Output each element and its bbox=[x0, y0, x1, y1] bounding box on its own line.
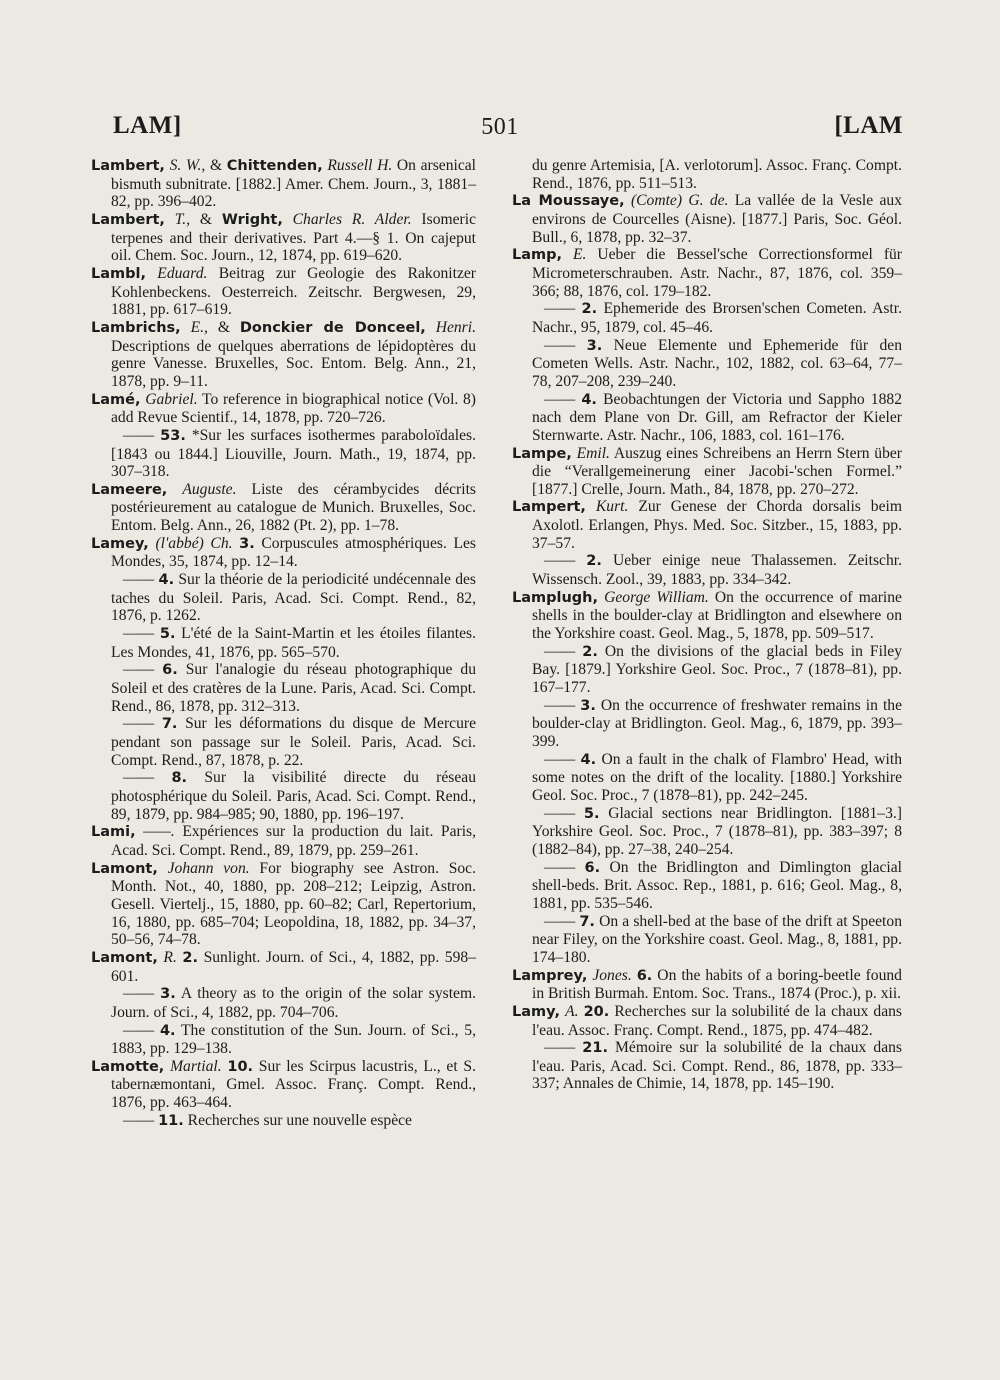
bibliography-entry bbox=[91, 823, 476, 859]
bibliography-subentry bbox=[91, 625, 476, 661]
entry-number: 2. bbox=[581, 301, 598, 318]
entry-number: 5. bbox=[159, 626, 176, 643]
bibliography-entry bbox=[91, 949, 476, 985]
ditto-dash: —— bbox=[544, 696, 576, 714]
entry-text: On the Bridlington and Dimlington glacial shell-beds. Brit. Assoc. Rep., 1881, p. 616; Geol. Mag., 8, 1881, pp. 535–546. bbox=[532, 858, 903, 912]
bibliography-subentry bbox=[91, 1112, 476, 1131]
entry-number: 4. bbox=[159, 1022, 176, 1039]
entry-text: Mémoire sur la solubilité de la chaux dans l'eau. Paris, Acad. Sci. Compt. Rend., 86, 1878, pp. 333–337; Annales de Chimie, 14, 1878, pp. 145–190. bbox=[532, 1039, 902, 1093]
bibliography-entry bbox=[512, 246, 902, 300]
author-surname: Lamont, bbox=[91, 949, 158, 966]
entry-number: 6. bbox=[162, 662, 178, 679]
bibliography-subentry bbox=[512, 300, 902, 336]
running-head-right: [LAM bbox=[834, 112, 903, 139]
bibliography-entry bbox=[512, 192, 902, 246]
bibliography-subentry bbox=[91, 427, 476, 481]
bibliography-subentry bbox=[512, 805, 902, 859]
ditto-dash: —— bbox=[544, 390, 576, 408]
author-surname: Lami, bbox=[91, 824, 136, 841]
bibliography-entry bbox=[91, 211, 476, 265]
entry-text: Sur l'analogie du réseau photographique du Soleil et des cratères de la Lune. Paris, Acad. Sci. Compt. Rend., 86, 1878, pp. 312–313. bbox=[111, 661, 476, 715]
entry-number: 4. bbox=[158, 572, 175, 589]
page-number: 501 bbox=[481, 114, 519, 140]
ditto-dash: —— bbox=[123, 571, 155, 589]
ditto-dash: —— bbox=[544, 912, 576, 930]
entry-text: Beitrag zur Geologie des Rakonitzer Kohlenbeckens. Oesterreich. Zeitschr. Bergwesen, 29, 1881, pp. 617–619. bbox=[111, 264, 476, 319]
author-given-name: (Comte) G. de. bbox=[630, 192, 729, 210]
entry-text: On a fault in the chalk of Flambro' Head, with some notes on the drift of the locality. [1880.] Yorkshire Geol. Soc. Proc., 7 (1878–81), pp. 242–245. bbox=[532, 750, 902, 804]
coauthor-surname: Donckier de Donceel, bbox=[239, 319, 426, 336]
author-surname: Lampe, bbox=[512, 445, 572, 462]
bibliography-subentry bbox=[91, 985, 476, 1021]
entry-text: Isomeric terpenes and their derivatives. Part 4.—§ 1. On cajeput oil. Chem. Soc. Journ., 12, 1874, pp. 619–620. bbox=[111, 210, 476, 265]
bibliography-entry bbox=[91, 319, 476, 391]
bibliography-entry bbox=[512, 498, 902, 552]
ditto-dash: —— bbox=[544, 1039, 576, 1057]
author-given-name: S. W., bbox=[169, 157, 206, 174]
ditto-dash: —— bbox=[123, 769, 155, 787]
author-surname: Lambl, bbox=[91, 265, 146, 282]
author-given-name: (l'abbé) Ch. bbox=[155, 534, 233, 552]
entry-text: Ueber einige neue Thalassemen. Zeitschr. Wissensch. Zool., 39, 1883, pp. 334–342. bbox=[532, 552, 902, 589]
author-given-name: Johann von. bbox=[167, 859, 250, 877]
entry-text: Recherches sur la solubilité de la chaux dans l'eau. Assoc. Franç. Compt. Rend., 1875, pp. 474–482. bbox=[532, 1002, 902, 1039]
author-surname: La Moussaye, bbox=[512, 193, 625, 210]
entry-text: Liste des cérambycides décrits postérieurement au catalogue de Munich. Bruxelles, Soc. Entom. Belg. Ann., 26, 1882 (Pt. 2), pp. 1–78. bbox=[111, 480, 476, 535]
bibliography-entry bbox=[91, 391, 476, 427]
entry-number: 20. bbox=[583, 1003, 610, 1020]
entry-number: 2. bbox=[586, 553, 602, 570]
entry-number: 53. bbox=[160, 427, 186, 444]
entry-text: Sur les Scirpus lacustris, L., et S. tabernæmontani, Gmel. Assoc. Franç. Compt. Rend., 1876, pp. 463–464. bbox=[111, 1057, 476, 1112]
entry-text: Ueber die Bessel'sche Correctionsformel für Micrometerschrauben. Astr. Nachr., 87, 1876, col. 359–366; 88, 1876, col. 179–182. bbox=[532, 246, 902, 300]
ditto-dash: —— bbox=[123, 985, 155, 1003]
entry-text: On a shell-bed at the base of the drift at Speeton near Filey, on the Yorkshire coast. Geol. Mag., 8, 1881, pp. 174–180. bbox=[532, 912, 902, 966]
running-head-left: LAM] bbox=[113, 112, 182, 139]
entry-text: Recherches sur une nouvelle espèce bbox=[183, 1111, 412, 1129]
entry-text: On the occurrence of marine shells in the boulder-clay at Bridlington and elsewhere on the Yorkshire coast. Geol. Mag., 5, 1878, pp. 509–517. bbox=[532, 588, 902, 643]
author-given-name: Jones. bbox=[592, 966, 632, 984]
author-given-name: E. bbox=[572, 246, 587, 264]
entry-number: 4. bbox=[580, 751, 597, 768]
bibliography-entry bbox=[91, 535, 476, 571]
author-surname: Lamprey, bbox=[512, 967, 588, 984]
entry-text: La vallée de la Vesle aux environs de Courcelles (Aisne). [1877.] Paris, Soc. Géol. Bull., 6, 1878, pp. 32–37. bbox=[532, 192, 903, 246]
coauthor-surname: Wright, bbox=[221, 211, 283, 228]
author-surname: Lambrichs, bbox=[91, 319, 181, 336]
entry-text: For biography see Astron. Soc. Month. Not., 40, 1880, pp. 208–212; Leipzig, Astron. Gesell. Viertelj., 15, 1880, pp. 60–82; Carl, Repertorium, 16, 1880, pp. 685–704; Leopoldina, 18, 1882, pp. 34–37, 50–56, 74–78. bbox=[111, 859, 476, 949]
ditto-dash: —— bbox=[123, 715, 155, 733]
author-surname: Lampert, bbox=[512, 499, 586, 516]
entry-text: Glacial sections near Bridlington. [1881–3.] Yorkshire Geol. Soc. Proc., 7 (1878–81), pp. 383–397; 8 (1882–84), pp. 27–38, 240–254. bbox=[532, 804, 902, 858]
bibliography-subentry bbox=[512, 337, 902, 391]
conjunction: & bbox=[209, 157, 227, 174]
entry-text: Beobachtungen der Victoria und Sappho 1882 nach dem Plane von Dr. Gill, am Refractor der Kieler Sternwarte. Astr. Nachr., 106, 1883, col. 161–176. bbox=[532, 390, 902, 444]
author-surname: Lambert, bbox=[91, 158, 165, 174]
entry-text: *Sur les surfaces isothermes paraboloïdales. [1843 ou 1844.] Liouville, Journ. Math., 19, 1874, pp. 307–318. bbox=[111, 426, 476, 481]
author-given-name: Kurt. bbox=[595, 498, 629, 516]
entry-text: On the divisions of the glacial beds in Filey Bay. [1879.] Yorkshire Geol. Soc. Proc., 7 (1878–81), pp. 167–177. bbox=[532, 642, 902, 697]
ditto-dash: —— bbox=[544, 552, 576, 570]
bibliography-subentry bbox=[512, 751, 902, 805]
coauthor-given-name: Charles R. Alder. bbox=[292, 210, 412, 228]
bibliography-entry bbox=[512, 1003, 902, 1039]
author-given-name: R. bbox=[163, 948, 177, 966]
entry-number: 3. bbox=[586, 337, 603, 354]
ditto-dash: —— bbox=[544, 336, 576, 354]
author-given-name: A. bbox=[565, 1002, 579, 1020]
ditto-dash: —— bbox=[544, 642, 576, 660]
entry-text: Sur les déformations du disque de Mercure pendant son passage sur le Soleil. Paris, Acad. Sci. Compt. Rend., 87, 1878, p. 22. bbox=[111, 715, 476, 769]
ditto-dash: —— bbox=[123, 625, 155, 643]
entry-number: 3. bbox=[239, 535, 255, 552]
ditto-dash: —— bbox=[123, 661, 155, 679]
entry-number: 7. bbox=[579, 913, 595, 930]
entry-text: Zur Genese der Chorda dorsalis beim Axolotl. Erlangen, Phys. Med. Soc. Sitzber., 15, 1883, pp. 37–57. bbox=[532, 498, 902, 552]
author-given-name: T., bbox=[174, 210, 191, 228]
conjunction: & bbox=[199, 210, 222, 228]
author-surname: Lamplugh, bbox=[512, 589, 599, 606]
coauthor-surname: Chittenden, bbox=[226, 158, 323, 174]
author-surname: Lamotte, bbox=[91, 1058, 165, 1075]
ditto-dash: —— bbox=[123, 1021, 155, 1039]
entry-number: 8. bbox=[171, 770, 188, 787]
entry-number: 2. bbox=[182, 949, 199, 966]
entry-text: Auszug eines Schreibens an Herrn Stern über die “Verallgemeinerung einer Jacobi-'schen Formel.” [1877.] Crelle, Journ. Math., 84, 1878, pp. 270–272. bbox=[532, 444, 902, 498]
ditto-dash: —— bbox=[544, 858, 576, 876]
bibliography-entry bbox=[91, 157, 476, 211]
entry-text: On the habits of a boring-beetle found in British Burmah. Entom. Soc. Trans., 1874 (Proc.), p. xii. bbox=[532, 966, 902, 1003]
bibliography-subentry bbox=[512, 391, 902, 445]
entry-number: 7. bbox=[161, 716, 178, 733]
ditto-dash: —— bbox=[123, 426, 155, 444]
entry-number: 3. bbox=[580, 697, 596, 714]
author-surname: Lamp, bbox=[512, 247, 563, 264]
bibliography-subentry bbox=[512, 1039, 902, 1093]
entry-number: 5. bbox=[583, 805, 600, 822]
ditto-dash: —— bbox=[544, 750, 576, 768]
bibliography-entry bbox=[91, 1058, 476, 1112]
bibliography-entry bbox=[91, 481, 476, 535]
author-surname: Lambert, bbox=[91, 211, 165, 228]
entry-text: Sur la visibilité directe du réseau photosphérique du Soleil. Paris, Acad. Sci. Compt. Rend., 89, 1879, pp. 984–985; 90, 1880, pp. 196–197. bbox=[111, 769, 477, 823]
bibliography-entry bbox=[512, 445, 902, 499]
entry-text: Ephemeride des Brorsen'schen Cometen. Astr. Nachr., 95, 1879, col. 45–46. bbox=[532, 300, 902, 336]
bibliography-subentry bbox=[512, 697, 902, 751]
bibliography-subentry bbox=[91, 661, 476, 715]
bibliography-subentry bbox=[91, 769, 476, 823]
conjunction: & bbox=[217, 318, 240, 336]
entry-text: A theory as to the origin of the solar system. Journ. of Sci., 4, 1882, pp. 704–706. bbox=[111, 985, 476, 1021]
ditto-dash: —— bbox=[123, 1111, 155, 1129]
entry-text: Expériences sur la production du lait. Paris, Acad. Sci. Compt. Rend., 89, 1879, pp. 259–261. bbox=[111, 823, 476, 859]
continued-entry bbox=[512, 157, 902, 192]
bibliography-subentry bbox=[512, 913, 902, 967]
entry-number: 2. bbox=[582, 643, 598, 660]
entry-number: 10. bbox=[227, 1058, 254, 1075]
entry-text: Sunlight. Journ. of Sci., 4, 1882, pp. 598–601. bbox=[111, 948, 476, 985]
author-given-name: Martial. bbox=[170, 1057, 222, 1075]
entry-text: L'été de la Saint-Martin et les étoiles filantes. Les Mondes, 41, 1876, pp. 565–570. bbox=[111, 625, 477, 661]
bibliography-subentry bbox=[512, 552, 902, 588]
left-column bbox=[91, 157, 476, 1130]
author-surname: Lameere, bbox=[91, 481, 168, 498]
entry-text: To reference in biographical notice (Vol. 8) add Revue Scientif., 14, 1878, pp. 720–726. bbox=[111, 390, 476, 427]
entry-text: Corpuscules atmosphériques. Les Mondes, 35, 1874, pp. 12–14. bbox=[111, 534, 476, 571]
bibliography-subentry bbox=[91, 715, 476, 769]
entry-number: 6. bbox=[636, 967, 653, 984]
entry-text: On the occurrence of freshwater remains in the boulder-clay at Bridlington. Geol. Mag., 6, 1879, pp. 393–399. bbox=[532, 696, 902, 750]
bibliography-entry bbox=[91, 265, 476, 319]
author-given-name: E., bbox=[190, 318, 208, 336]
bibliography-subentry bbox=[512, 859, 902, 913]
entry-text: On arsenical bismuth subnitrate. [1882.] Amer. Chem. Journ., 3, 1881–82, pp. 396–402. bbox=[111, 157, 477, 211]
author-surname: Lamey, bbox=[91, 535, 149, 552]
author-given-name: Eduard. bbox=[157, 264, 208, 282]
entry-text: du genre Artemisia, [A. verlotorum]. Assoc. Franç. Compt. Rend., 1876, pp. 511–513. bbox=[532, 157, 902, 192]
author-surname: Lamé, bbox=[91, 391, 141, 408]
ditto-dash: —— bbox=[544, 300, 576, 318]
bibliography-subentry bbox=[91, 1022, 476, 1058]
entry-text: Neue Elemente und Ephemeride für den Cometen Wells. Astr. Nachr., 102, 1882, col. 63–64, 77–78, 207–208, 239–240. bbox=[532, 336, 902, 390]
entry-number: 6. bbox=[584, 859, 601, 876]
entry-number: 3. bbox=[160, 986, 176, 1003]
bibliography-entry bbox=[91, 860, 476, 949]
author-given-name: Auguste. bbox=[182, 480, 237, 498]
right-column bbox=[512, 157, 902, 1093]
bibliography-subentry bbox=[91, 571, 476, 625]
author-given-name: Gabriel. bbox=[145, 390, 198, 408]
bibliography-entry bbox=[512, 589, 902, 643]
entry-text: Descriptions de quelques aberrations de lépidoptères du genre Vanesse. Bruxelles, Soc. Entom. Belg. Ann., 21, 1878, pp. 9–11. bbox=[111, 337, 476, 390]
entry-number: 4. bbox=[581, 391, 597, 408]
entry-number: 11. bbox=[158, 1112, 184, 1129]
entry-text: Sur la théorie de la periodicité undécennale des taches du Soleil. Paris, Acad. Sci. Compt. Rend., 82, 1876, p. 1262. bbox=[111, 571, 476, 625]
author-given-name: ——. bbox=[143, 823, 175, 841]
entry-number: 21. bbox=[582, 1040, 608, 1057]
ditto-dash: —— bbox=[544, 804, 576, 822]
bibliography-subentry bbox=[512, 643, 902, 697]
bibliography-entry bbox=[512, 967, 902, 1003]
author-surname: Lamy, bbox=[512, 1003, 560, 1020]
coauthor-given-name: Russell H. bbox=[327, 157, 393, 174]
entry-text: The constitution of the Sun. Journ. of Sci., 5, 1883, pp. 129–138. bbox=[111, 1021, 476, 1058]
coauthor-given-name: Henri. bbox=[435, 318, 476, 336]
author-given-name: George William. bbox=[604, 588, 709, 606]
author-given-name: Emil. bbox=[576, 444, 610, 462]
author-surname: Lamont, bbox=[91, 860, 158, 877]
